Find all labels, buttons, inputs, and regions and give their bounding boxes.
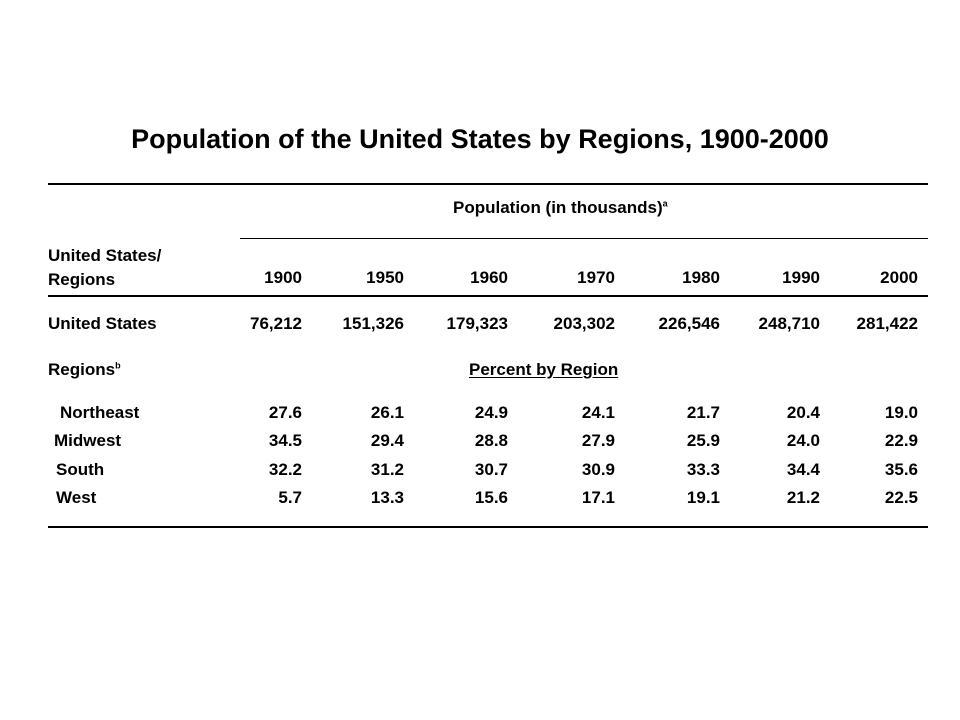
table-cell: 27.6 <box>268 403 302 422</box>
region-label: Midwest <box>54 431 122 450</box>
table-cell: 179,323 <box>446 314 508 333</box>
table-cell: 24.0 <box>786 431 820 450</box>
table-cell: 21.7 <box>686 403 720 422</box>
table-cell: 19.0 <box>884 403 918 422</box>
table-cell: 33.3 <box>686 460 720 479</box>
table-cell: 203,302 <box>553 314 615 333</box>
region-label: Northeast <box>60 403 140 422</box>
stub-header-line1: United States/ <box>48 246 162 265</box>
year-header: 1950 <box>366 268 404 287</box>
population-header-label: Population (in thousands) <box>453 198 663 217</box>
table-cell: 27.9 <box>581 431 615 450</box>
table-top-rule <box>48 183 928 185</box>
table-cell: 19.1 <box>686 488 720 507</box>
year-header: 1990 <box>782 268 820 287</box>
table-cell: 22.9 <box>884 431 918 450</box>
regions-label-text: Regions <box>48 360 116 379</box>
table-cell: 15.6 <box>474 488 508 507</box>
table-cell: 29.4 <box>370 431 404 450</box>
table-cell: 21.2 <box>786 488 820 507</box>
table-cell: 20.4 <box>786 403 820 422</box>
table-cell: 226,546 <box>658 314 720 333</box>
regions-section-label <box>48 360 121 380</box>
table-cell: 22.5 <box>884 488 918 507</box>
us-row-label: United States <box>48 314 157 333</box>
table-cell: 281,422 <box>856 314 918 333</box>
header-bottom-rule <box>48 295 928 297</box>
table-cell: 151,326 <box>342 314 404 333</box>
population-subheader-rule <box>240 238 928 239</box>
year-header: 1900 <box>264 268 302 287</box>
table-cell: 28.8 <box>474 431 508 450</box>
table-cell: 35.6 <box>884 460 918 479</box>
year-header: 1970 <box>577 268 615 287</box>
table-cell: 30.9 <box>581 460 615 479</box>
table-cell: 13.3 <box>370 488 404 507</box>
table-cell: 248,710 <box>758 314 820 333</box>
table-cell: 17.1 <box>581 488 615 507</box>
regions-footnote-marker: b <box>115 360 121 371</box>
year-header: 2000 <box>880 268 918 287</box>
table-cell: 30.7 <box>474 460 508 479</box>
table-cell: 34.4 <box>786 460 820 479</box>
table-cell: 24.1 <box>581 403 615 422</box>
population-header <box>453 198 668 218</box>
population-footnote-marker: a <box>662 198 668 209</box>
table-cell: 25.9 <box>686 431 720 450</box>
table-cell: 26.1 <box>370 403 404 422</box>
table-cell: 5.7 <box>278 488 302 507</box>
stub-header-line2: Regions <box>48 270 116 289</box>
table-cell: 34.5 <box>268 431 302 450</box>
table-cell: 76,212 <box>250 314 302 333</box>
table-cell: 32.2 <box>268 460 302 479</box>
page-title: Population of the United States by Regions, 1900-2000 <box>131 124 829 154</box>
year-header: 1980 <box>682 268 720 287</box>
year-header: 1960 <box>470 268 508 287</box>
percent-by-region-header: Percent by Region <box>469 360 619 379</box>
table-bottom-rule <box>48 526 928 528</box>
table-cell: 31.2 <box>370 460 404 479</box>
region-label: West <box>56 488 97 507</box>
table-cell: 24.9 <box>474 403 508 422</box>
stub-header <box>48 244 161 292</box>
region-label: South <box>56 460 105 479</box>
